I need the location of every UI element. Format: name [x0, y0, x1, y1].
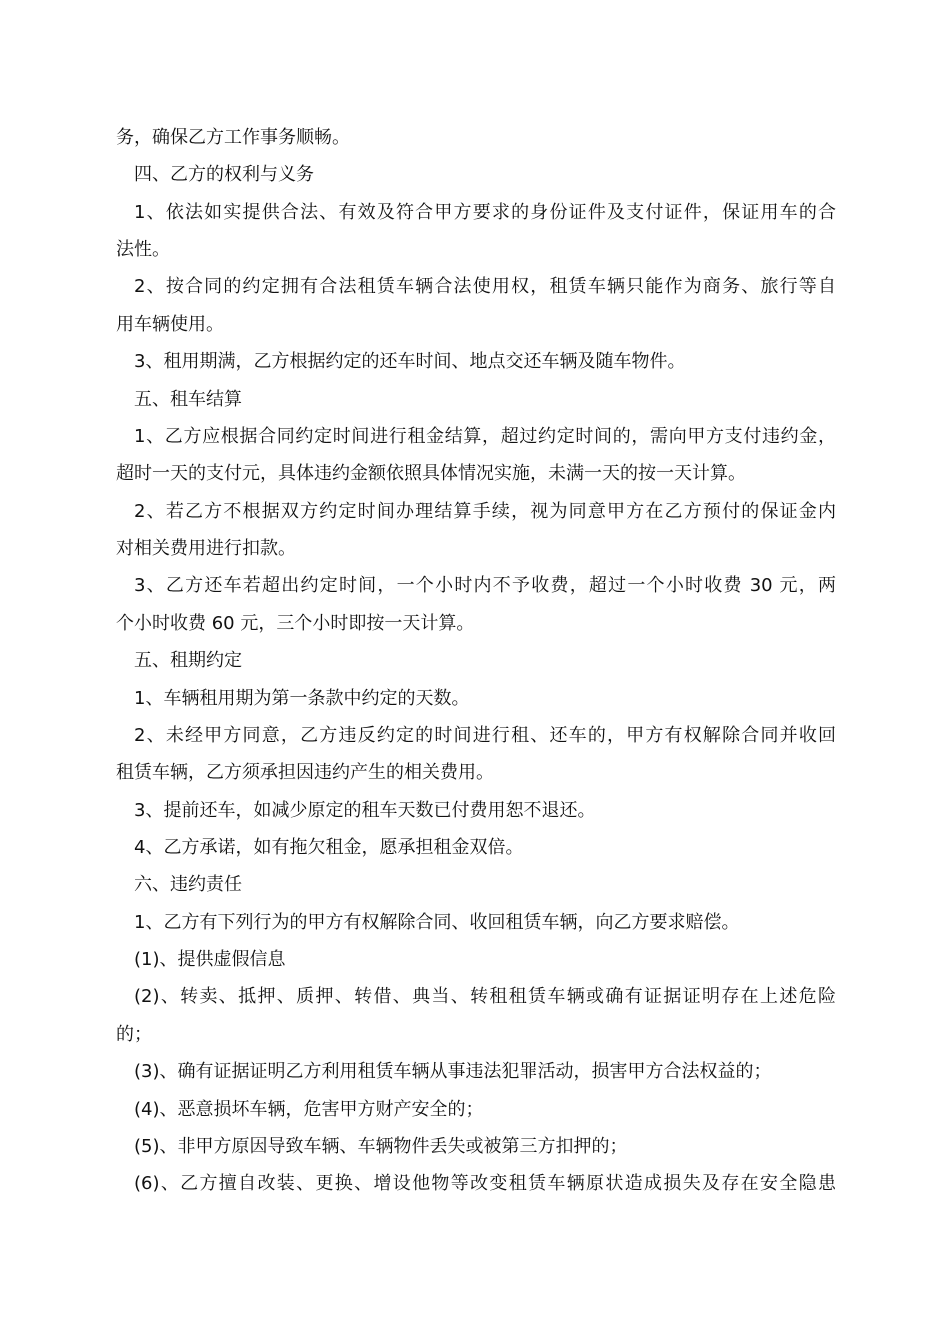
- paragraph-line: 对相关费用进行扣款。: [116, 538, 296, 559]
- list-item: (6)、乙方擅自改装、更换、增设他物等改变租赁车辆原状造成损失及存在安全隐患: [134, 1173, 836, 1194]
- list-item: (4)、恶意损坏车辆，危害甲方财产安全的；: [134, 1099, 484, 1120]
- paragraph-line: 个小时收费 60 元，三个小时即按一天计算。: [116, 613, 475, 634]
- list-item: (1)、提供虚假信息: [134, 949, 286, 970]
- paragraph-line: 2、若乙方不根据双方约定时间办理结算手续，视为同意甲方在乙方预付的保证金内: [134, 501, 836, 522]
- paragraph-line: 务，确保乙方工作事务顺畅。: [116, 127, 350, 148]
- paragraph-line: 4、乙方承诺，如有拖欠租金，愿承担租金双倍。: [134, 837, 524, 858]
- paragraph-line: 1、车辆租用期为第一条款中约定的天数。: [134, 688, 470, 709]
- paragraph-line: 1、乙方应根据合同约定时间进行租金结算，超过约定时间的，需向甲方支付违约金，: [134, 426, 836, 447]
- paragraph-line: 2、未经甲方同意，乙方违反约定的时间进行租、还车的，甲方有权解除合同并收回: [134, 725, 836, 746]
- list-item: (3)、确有证据证明乙方利用租赁车辆从事违法犯罪活动，损害甲方合法权益的；: [134, 1061, 772, 1082]
- paragraph-line: 3、租用期满，乙方根据约定的还车时间、地点交还车辆及随车物件。: [134, 351, 686, 372]
- paragraph-line: 用车辆使用。: [116, 314, 224, 335]
- list-item: (5)、非甲方原因导致车辆、车辆物件丢失或被第三方扣押的；: [134, 1136, 628, 1157]
- paragraph-line: 租赁车辆，乙方须承担因违约产生的相关费用。: [116, 762, 494, 783]
- paragraph-line: 的；: [116, 1024, 152, 1045]
- paragraph-line: 超时一天的支付元，具体违约金额依照具体情况实施，未满一天的按一天计算。: [116, 463, 746, 484]
- paragraph-line: 3、乙方还车若超出约定时间，一个小时内不予收费，超过一个小时收费 30 元，两: [134, 575, 836, 596]
- section-heading: 六、违约责任: [134, 874, 242, 895]
- paragraph-line: 法性。: [116, 239, 170, 260]
- paragraph-line: 1、乙方有下列行为的甲方有权解除合同、收回租赁车辆，向乙方要求赔偿。: [134, 912, 740, 933]
- section-heading: 五、租期约定: [134, 650, 242, 671]
- list-item: (2)、转卖、抵押、质押、转借、典当、转租租赁车辆或确有证据证明存在上述危险: [134, 986, 836, 1007]
- paragraph-line: 1、依法如实提供合法、有效及符合甲方要求的身份证件及支付证件，保证用车的合: [134, 202, 836, 223]
- section-heading: 五、租车结算: [134, 389, 242, 410]
- section-heading: 四、乙方的权利与义务: [134, 164, 314, 185]
- paragraph-line: 3、提前还车，如减少原定的租车天数已付费用恕不退还。: [134, 800, 596, 821]
- paragraph-line: 2、按合同的约定拥有合法租赁车辆合法使用权，租赁车辆只能作为商务、旅行等自: [134, 276, 836, 297]
